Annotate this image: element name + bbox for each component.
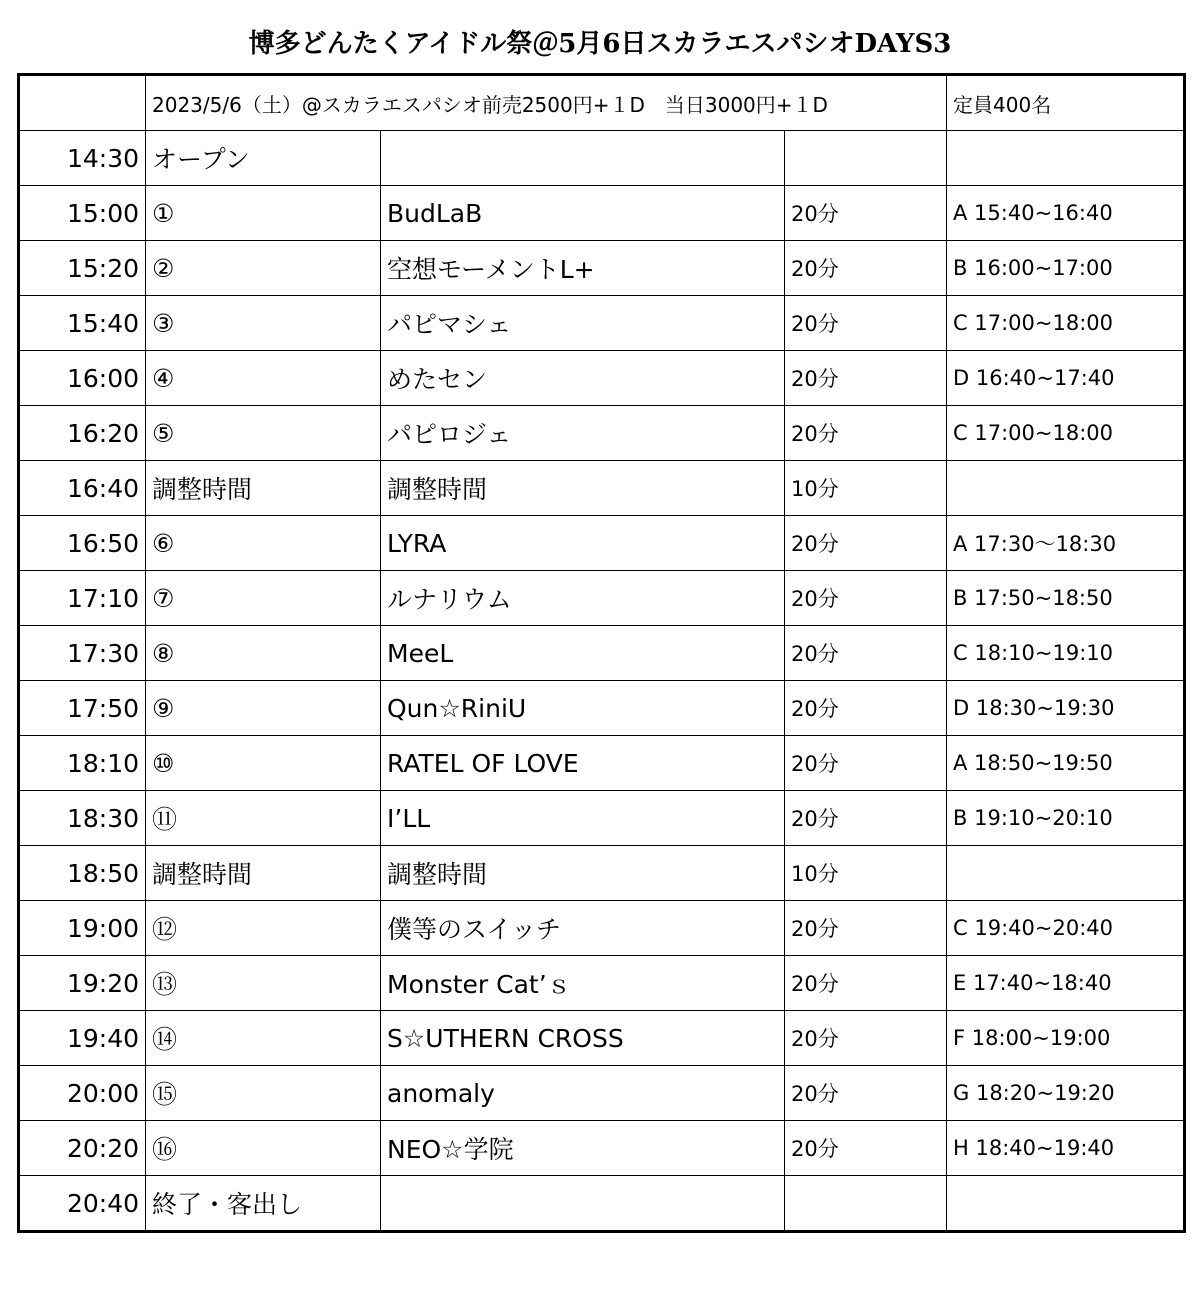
time-cell: 17:50 — [19, 681, 146, 736]
table-row — [19, 1066, 1185, 1121]
slot-cell: 終了・客出し — [146, 1176, 381, 1232]
act-name-cell: ルナリウム — [381, 571, 785, 626]
duration-cell — [785, 131, 947, 186]
table-row — [19, 516, 1185, 571]
slot-cell: ⑮ — [146, 1066, 381, 1121]
info-cell: C 19:40~20:40 — [947, 901, 1185, 956]
act-name-cell: めたセン — [381, 351, 785, 406]
slot-cell: オープン — [146, 131, 381, 186]
act-name-cell: LYRA — [381, 516, 785, 571]
duration-cell — [785, 1176, 947, 1232]
time-cell: 18:50 — [19, 846, 146, 901]
info-cell: A 17:30〜18:30 — [947, 516, 1185, 571]
table-row — [19, 351, 1185, 406]
duration-cell: 20分 — [785, 681, 947, 736]
info-cell: B 17:50~18:50 — [947, 571, 1185, 626]
table-row — [19, 791, 1185, 846]
slot-cell: ⑬ — [146, 956, 381, 1011]
act-name-cell: RATEL OF LOVE — [381, 736, 785, 791]
act-name-cell: MeeL — [381, 626, 785, 681]
slot-cell: ④ — [146, 351, 381, 406]
slot-cell: ⑫ — [146, 901, 381, 956]
duration-cell: 20分 — [785, 516, 947, 571]
time-cell: 16:00 — [19, 351, 146, 406]
capacity-cell: 定員400名 — [947, 75, 1185, 131]
time-cell: 18:10 — [19, 736, 146, 791]
time-cell: 20:20 — [19, 1121, 146, 1176]
act-name-cell: anomaly — [381, 1066, 785, 1121]
time-cell: 20:00 — [19, 1066, 146, 1121]
info-cell — [947, 461, 1185, 516]
duration-cell: 20分 — [785, 241, 947, 296]
timetable — [17, 73, 1186, 1233]
duration-cell: 20分 — [785, 791, 947, 846]
header-corner-cell — [19, 75, 146, 131]
time-cell: 19:20 — [19, 956, 146, 1011]
table-row — [19, 626, 1185, 681]
info-cell: B 16:00~17:00 — [947, 241, 1185, 296]
slot-cell: ⑤ — [146, 406, 381, 461]
table-row — [19, 846, 1185, 901]
table-row — [19, 1176, 1185, 1232]
table-row — [19, 901, 1185, 956]
info-cell: D 18:30~19:30 — [947, 681, 1185, 736]
table-row — [19, 406, 1185, 461]
time-cell: 15:00 — [19, 186, 146, 241]
time-cell: 15:20 — [19, 241, 146, 296]
table-row — [19, 296, 1185, 351]
duration-cell: 20分 — [785, 1011, 947, 1066]
page-title: 博多どんたくアイドル祭＠5月6日スカラエスパシオDAYS3 — [248, 29, 952, 59]
slot-cell: ⑭ — [146, 1011, 381, 1066]
time-cell: 16:20 — [19, 406, 146, 461]
act-name-cell: Qun☆RiniU — [381, 681, 785, 736]
table-row — [19, 461, 1185, 516]
time-cell: 17:30 — [19, 626, 146, 681]
duration-cell: 20分 — [785, 901, 947, 956]
slot-cell: ⑥ — [146, 516, 381, 571]
slot-cell: 調整時間 — [146, 846, 381, 901]
info-cell: B 19:10~20:10 — [947, 791, 1185, 846]
duration-cell: 20分 — [785, 626, 947, 681]
act-name-cell: 僕等のスイッチ — [381, 901, 785, 956]
info-cell: A 15:40~16:40 — [947, 186, 1185, 241]
table-row — [19, 956, 1185, 1011]
slot-cell: ⑨ — [146, 681, 381, 736]
table-row — [19, 571, 1185, 626]
duration-cell: 10分 — [785, 461, 947, 516]
act-name-cell: パピロジェ — [381, 406, 785, 461]
time-cell: 15:40 — [19, 296, 146, 351]
act-name-cell: 調整時間 — [381, 846, 785, 901]
duration-cell: 20分 — [785, 351, 947, 406]
duration-cell: 20分 — [785, 296, 947, 351]
act-name-cell — [381, 1176, 785, 1232]
info-cell: C 18:10~19:10 — [947, 626, 1185, 681]
time-cell: 19:40 — [19, 1011, 146, 1066]
table-row — [19, 736, 1185, 791]
duration-cell: 20分 — [785, 736, 947, 791]
slot-cell: ③ — [146, 296, 381, 351]
time-cell: 17:10 — [19, 571, 146, 626]
act-name-cell: S☆UTHERN CROSS — [381, 1011, 785, 1066]
info-cell: E 17:40~18:40 — [947, 956, 1185, 1011]
info-cell: F 18:00~19:00 — [947, 1011, 1185, 1066]
table-row — [19, 131, 1185, 186]
duration-cell: 20分 — [785, 571, 947, 626]
duration-cell: 20分 — [785, 956, 947, 1011]
info-cell: C 17:00~18:00 — [947, 406, 1185, 461]
duration-cell: 20分 — [785, 186, 947, 241]
slot-cell: ① — [146, 186, 381, 241]
event-info-cell: 2023/5/6（土）@スカラエスパシオ前売2500円+１D 当日3000円+１D — [146, 75, 947, 131]
slot-cell: ② — [146, 241, 381, 296]
act-name-cell: 空想モーメントL+ — [381, 241, 785, 296]
info-cell — [947, 846, 1185, 901]
slot-cell: 調整時間 — [146, 461, 381, 516]
table-row — [19, 1121, 1185, 1176]
info-cell: G 18:20~19:20 — [947, 1066, 1185, 1121]
act-name-cell: Monster Cat’ｓ — [381, 956, 785, 1011]
time-cell: 16:50 — [19, 516, 146, 571]
slot-cell: ⑦ — [146, 571, 381, 626]
duration-cell: 20分 — [785, 1066, 947, 1121]
act-name-cell: 調整時間 — [381, 461, 785, 516]
act-name-cell: I’LL — [381, 791, 785, 846]
time-cell: 14:30 — [19, 131, 146, 186]
duration-cell: 20分 — [785, 406, 947, 461]
duration-cell: 10分 — [785, 846, 947, 901]
duration-cell: 20分 — [785, 1121, 947, 1176]
info-cell — [947, 1176, 1185, 1232]
act-name-cell — [381, 131, 785, 186]
act-name-cell: NEO☆学院 — [381, 1121, 785, 1176]
info-cell — [947, 131, 1185, 186]
info-cell: H 18:40~19:40 — [947, 1121, 1185, 1176]
time-cell: 19:00 — [19, 901, 146, 956]
slot-cell: ⑪ — [146, 791, 381, 846]
info-cell: D 16:40~17:40 — [947, 351, 1185, 406]
table-row — [19, 681, 1185, 736]
table-header-row — [19, 75, 1185, 131]
act-name-cell: BudLaB — [381, 186, 785, 241]
table-row — [19, 241, 1185, 296]
act-name-cell: パピマシェ — [381, 296, 785, 351]
slot-cell: ⑧ — [146, 626, 381, 681]
table-row — [19, 186, 1185, 241]
time-cell: 16:40 — [19, 461, 146, 516]
info-cell: A 18:50~19:50 — [947, 736, 1185, 791]
slot-cell: ⑩ — [146, 736, 381, 791]
table-row — [19, 1011, 1185, 1066]
time-cell: 18:30 — [19, 791, 146, 846]
time-cell: 20:40 — [19, 1176, 146, 1232]
info-cell: C 17:00~18:00 — [947, 296, 1185, 351]
slot-cell: ⑯ — [146, 1121, 381, 1176]
